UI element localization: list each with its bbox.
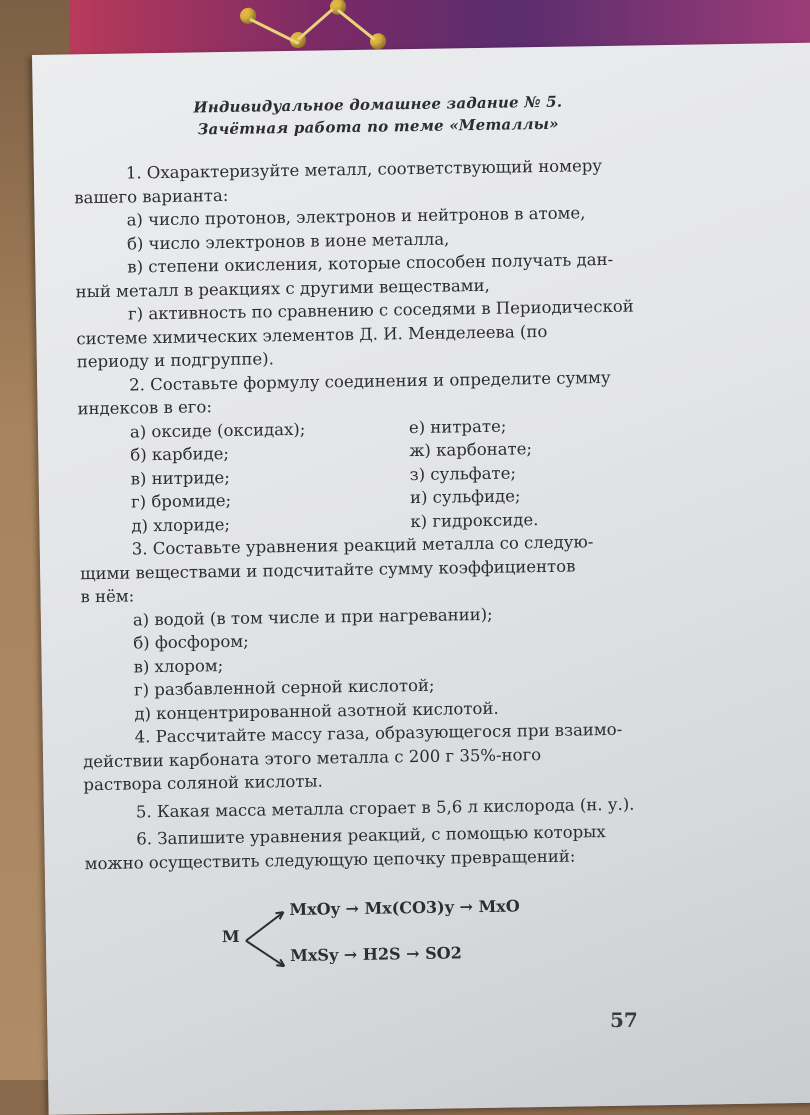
list-item: а) водой (в том числе и при нагревании); <box>132 604 493 629</box>
task-3 <box>80 529 693 727</box>
title-line: Индивидуальное домашнее задание № 5. <box>193 92 563 117</box>
molecule-bond <box>297 8 333 40</box>
task-2-intro: 2. Составьте формулу соединения и определите сумму <box>129 367 611 395</box>
task-1 <box>74 153 687 374</box>
task-4-line: 4. Рассчитайте массу газа, образующегося при взаимо- <box>134 719 623 747</box>
task-4 <box>83 717 694 797</box>
scheme-top-chain: MxOy → Mx(CO3)y → MxO <box>289 896 520 920</box>
list-item: д) хлориде; <box>131 514 231 535</box>
task-6-line: 6. Запишите уравнения реакций, с помощью которых <box>136 822 606 849</box>
list-item: б) карбиде; <box>130 443 230 465</box>
task-1-item-g-cont: системе химических элементов Д. И. Менделеева (по <box>76 321 548 348</box>
task-1-item-g-end: периоду и подгруппе). <box>76 349 275 372</box>
task-1-intro-cont: вашего варианта: <box>74 185 229 207</box>
task-1-item-g: г) активность по сравнению с соседями в Периодической <box>127 296 634 324</box>
document-page <box>73 89 697 987</box>
task-3-intro-cont: щими веществами и подсчитайте сумму коэффициентов <box>79 556 576 583</box>
page-number: 57 <box>610 1008 638 1032</box>
branch-arrow-icon <box>243 904 290 975</box>
subtitle-line: Зачётная работа по теме «Металлы» <box>197 114 559 139</box>
task-6 <box>84 819 695 876</box>
transformation-scheme <box>85 888 696 988</box>
list-item: в) нитриде; <box>130 467 230 489</box>
list-item: в) хлором; <box>133 655 224 676</box>
list-item: г) разбавленной серной кислотой; <box>133 675 435 700</box>
task-1-item-b: б) число электронов в ионе металла, <box>126 228 450 254</box>
list-item: и) сульфиде; <box>409 486 521 508</box>
task-2-left-column <box>78 416 411 539</box>
scheme-bottom-chain: MxSy → H2S → SO2 <box>290 943 462 966</box>
task-3-intro-end: в нём: <box>80 586 135 607</box>
molecule-bond <box>337 9 376 41</box>
list-item: б) фосфором; <box>133 631 249 653</box>
list-item: г) бромиде; <box>130 490 232 512</box>
task-1-item-a: а) число протонов, электронов и нейтронов в атоме, <box>126 203 586 230</box>
scheme-metal: M <box>221 926 240 947</box>
paper-sheet <box>32 42 810 1114</box>
list-item: е) нитрате; <box>408 416 507 437</box>
task-1-item-v: в) степени окисления, которые способен получать дан- <box>127 249 614 277</box>
task-2-intro-cont: индексов в его: <box>77 397 213 419</box>
list-item: ж) карбонате; <box>409 439 533 461</box>
task-6-line: можно осуществить следующую цепочку превращений: <box>84 846 576 873</box>
task-4-line: раствора соляной кислоты. <box>83 771 323 795</box>
task-1-item-v-cont: ный металл в реакциях с другими веществами, <box>75 275 490 301</box>
task-4-line: действии карбоната этого металла с 200 г 35%-ного <box>82 744 542 771</box>
task-3-intro: 3. Составьте уравнения реакций металла со следую- <box>131 532 594 559</box>
task-2 <box>77 364 690 538</box>
task-2-columns <box>78 411 690 538</box>
list-item: з) сульфате; <box>409 462 517 484</box>
task-1-intro: 1. Охарактеризуйте металл, соответствующий номеру <box>125 156 603 183</box>
list-item: д) концентрированной азотной кислотой. <box>134 698 499 723</box>
task-5-line: 5. Какая масса металла сгорает в 5,6 л кислорода (н. у.). <box>135 794 635 821</box>
list-item: а) оксиде (оксидах); <box>129 419 306 442</box>
task-2-right-column <box>409 411 690 533</box>
list-item: к) гидроксиде. <box>410 509 539 531</box>
molecule-bond <box>249 18 299 45</box>
